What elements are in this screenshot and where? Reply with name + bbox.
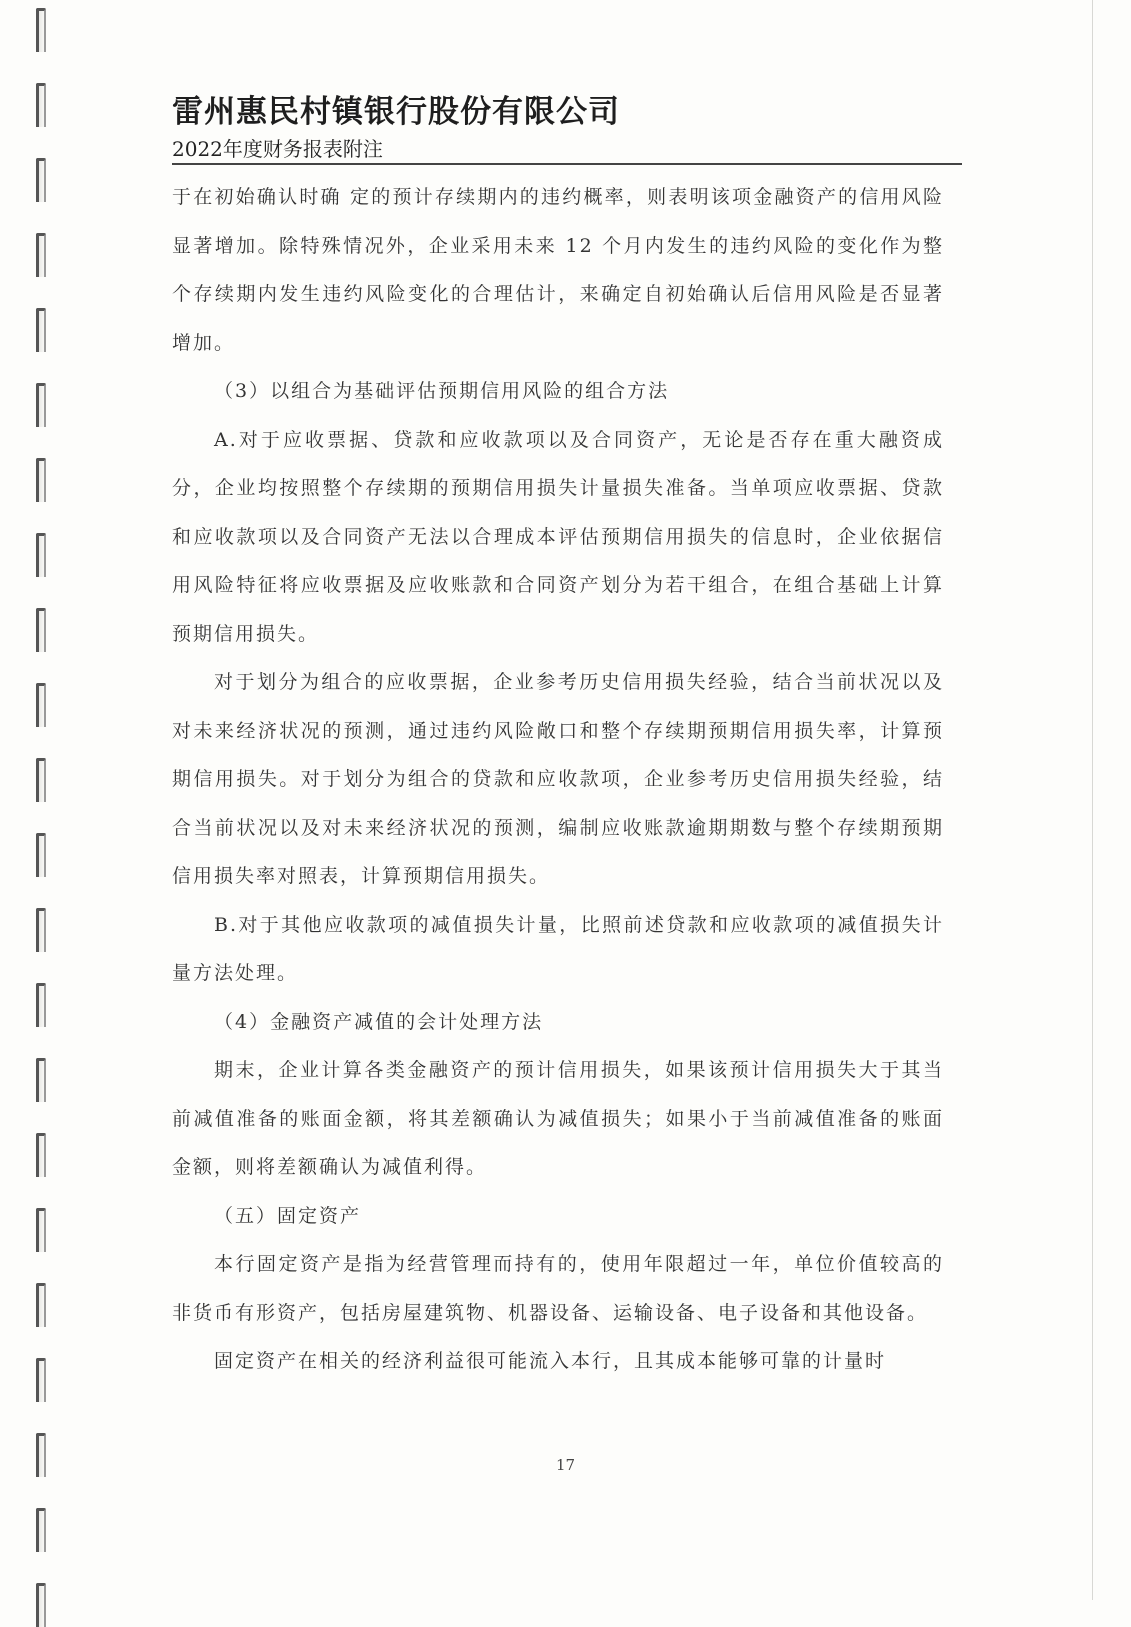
binding-hole [36,158,46,202]
paragraph-impairment: 期末，企业计算各类金融资产的预计信用损失，如果该预计信用损失大于其当前减值准备的账面金额，将其差额确认为减值损失；如果小于当前减值准备的账面金额，则将差额确认为减值利得。 [172,1059,944,1178]
binding-hole [36,233,46,277]
binding-hole [36,908,46,952]
page-edge [1092,0,1093,1600]
paragraph-b: B.对于其他应收款项的减值损失计量，比照前述贷款和应收款项的减值损失计量方法处理。 [172,913,944,984]
binding-hole [36,308,46,352]
page-header [172,92,962,164]
section-heading-3: （3）以组合为基础评估预期信用风险的组合方法 [214,380,670,402]
company-name: 雷州惠民村镇银行股份有限公司 [172,94,620,130]
binding-hole [36,1208,46,1252]
binding-hole [36,683,46,727]
binding-hole [36,1058,46,1102]
section-heading-fixed-assets: （五）固定资产 [214,1204,362,1227]
binding-holes [36,0,56,1600]
header-rule [172,163,962,165]
binding-hole [36,458,46,502]
binding-hole [36,383,46,427]
page-number: 17 [555,1456,576,1474]
paragraph-grouping: 对于划分为组合的应收票据，企业参考历史信用损失经验，结合当前状况以及对未来经济状况的预测，通过违约风险敞口和整个存续期预期信用损失率，计算预期信用损失。对于划分为组合的贷款和应收款项，企业参考历史信用损失经验，结合当前状况以及对未来经济状况的预测，编制应收账款逾期期数与整个存续期预期信用损失率对照表，计算预期信用损失。 [172,671,944,887]
binding-hole [36,758,46,802]
binding-hole [36,83,46,127]
paragraph-continuation: 于在初始确认时确 定的预计存续期内的违约概率，则表明该项金融资产的信用风险显著增加。除特殊情况外，企业采用未来 12 个月内发生的违约风险的变化作为整个存续期内发生违约风险变化的合理估计，来确定自初始确认后信用风险是否显著增加。 [172,186,944,354]
binding-hole [36,1133,46,1177]
paragraph-fixed-assets-definition: 本行固定资产是指为经营管理而持有的，使用年限超过一年，单位价值较高的非货币有形资产，包括房屋建筑物、机器设备、运输设备、电子设备和其他设备。 [172,1253,944,1324]
section-heading-4: （4）金融资产减值的会计处理方法 [214,1010,544,1033]
body-text [172,173,944,1386]
binding-hole [36,1358,46,1402]
binding-hole [36,1283,46,1327]
binding-hole [36,1583,46,1627]
binding-hole [36,533,46,577]
binding-hole [36,983,46,1027]
binding-hole [36,8,46,52]
report-subtitle: 2022年度财务报表附注 [172,137,383,161]
binding-hole [36,1508,46,1552]
paragraph-a: A.对于应收票据、贷款和应收款项以及合同资产，无论是否存在重大融资成分，企业均按照整个存续期的预期信用损失计量损失准备。当单项应收票据、贷款和应收款项以及合同资产无法以合理成本评估预期信用损失的信息时，企业依据信用风险特征将应收票据及应收账款和合同资产划分为若干组合，在组合基础上计算预期信用损失。 [172,428,944,645]
paragraph-fixed-assets-recognition: 固定资产在相关的经济利益很可能流入本行，且其成本能够可靠的计量时 [214,1350,887,1372]
binding-hole [36,608,46,652]
binding-hole [36,833,46,877]
